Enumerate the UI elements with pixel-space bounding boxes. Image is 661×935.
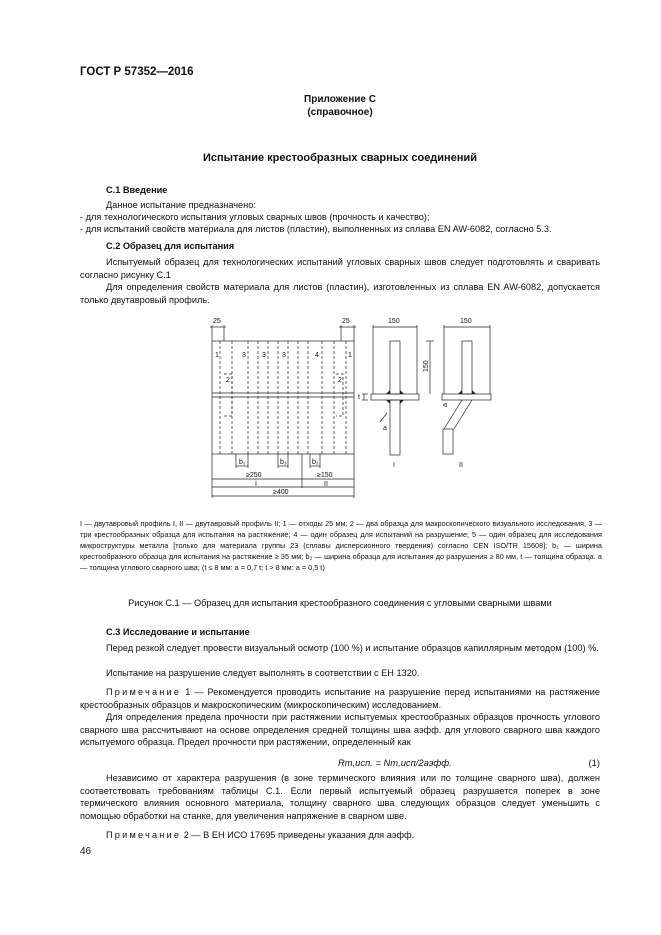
- label-3-a: 3: [242, 352, 246, 359]
- appendix-title: Приложение С: [304, 94, 376, 105]
- zone-I: I: [255, 481, 257, 488]
- section-c2-heading: С.2 Образец для испытания: [106, 241, 235, 251]
- s1-line-3: - для испытаний свойств материала для листов (пластин), выполненных из сплава EN AW-6082, согласно 5.3.: [80, 224, 552, 234]
- label-2-left: 2: [226, 377, 230, 384]
- s3-paragraph-4: Независимо от характера разрушения (в зоне термического влияния или по толщине сварного шва), должен соответствовать требованиям таблицы С.1. Если первый испытуемый образец разрушается поперек в зоне термического влияния основного материала, толщину сварного шва следующих образцов следует уменьшить с помощью обработки на станке, для увеличения напряжение в сварном шве.: [80, 773, 600, 821]
- page-number: 46: [80, 846, 92, 857]
- dim-150-b: 150: [460, 318, 472, 325]
- dim-b2: b₂: [312, 459, 319, 466]
- label-2-right: 2: [338, 377, 342, 384]
- section-c1-heading: С.1 Введение: [106, 185, 168, 195]
- note-1-text: 1 — Рекомендуется проводить испытание на разрушение перед испытаниями на растяжение крестообразных образцов и макроскопическим (микроскопическим) исследованием.: [80, 687, 600, 710]
- dim-25-right: 25: [342, 318, 350, 325]
- dim-ge250: ≥250: [246, 472, 262, 479]
- label-1-left: 1: [215, 352, 219, 359]
- section-label-I: I: [393, 462, 395, 469]
- s3-paragraph-1: Перед резкой следует провести визуальный осмотр (100 %) и испытание образцов капиллярным методом (100) %.: [106, 643, 599, 653]
- formula-expression: Rm,исп. = Nm,исп/2aэфф.: [338, 757, 452, 768]
- s2-paragraph-2: Для определения свойств материала для листов (пластин), изготовленных из сплава EN AW-6082, допускается только двутавровый профиль.: [80, 282, 600, 305]
- note-1-label: Примечание: [106, 687, 182, 697]
- figure-caption: Рисунок С.1 — Образец для испытания крестообразного соединения с угловыми сварными швами: [128, 598, 552, 608]
- s3-paragraph-2: Испытание на разрушение следует выполнять в соответствии с ЕН 1320.: [106, 668, 420, 678]
- s1-line-1: Данное испытание предназначено:: [106, 200, 256, 210]
- dim-t: t: [358, 394, 360, 401]
- section-label-II: II: [459, 462, 463, 469]
- dim-b1: b₁: [239, 459, 246, 466]
- dim-150-vertical: 150: [423, 360, 430, 372]
- formula-number: (1): [588, 757, 600, 768]
- label-1-right: 1: [348, 352, 352, 359]
- dim-a-section-II: a: [442, 403, 449, 407]
- appendix-heading: Испытание крестообразных сварных соединений: [202, 152, 477, 164]
- dim-a-section-I: a: [383, 425, 387, 432]
- s3-paragraph-3: Для определения предела прочности при растяжении испытуемых крестообразных образцов прочность углового сварного шва рассчитывают на основе определения средней толщины шва aэфф. для углового сварного шва каждого испытуемого образца. Предел прочности при растяжении, определенный как: [80, 712, 600, 747]
- note-2-text: 2 — В ЕН ИСО 17695 приведены указания для aэфф.: [181, 830, 415, 840]
- appendix-type: (справочное): [307, 107, 373, 118]
- label-3-b: 3: [262, 352, 266, 359]
- document-header: ГОСТ Р 57352—2016: [80, 66, 194, 78]
- section-c3-heading: С.3 Исследование и испытание: [106, 627, 250, 637]
- dim-25-left: 25: [213, 318, 221, 325]
- s3-note-1: [80, 686, 600, 711]
- figure-c1: [200, 312, 500, 504]
- dim-b3: b₃: [280, 459, 287, 466]
- s3-note-2: [80, 829, 600, 842]
- note-2-label: Примечание: [106, 830, 182, 840]
- s2-paragraph-1: Испытуемый образец для технологических испытаний угловых сварных швов следует подготовлять и сваривать согласно рисунку С.1: [80, 257, 600, 280]
- figure-legend: I — двутавровый профиль I, II — двутавровый профиль II; 1 — отходы 25 мм; 2 — два образца для макроскопического визуального исследования, 3 — три крестообразных образца для испытания на растяжение; 4 — один образец для испытаний на разрушение; 5 — один образец для исследования микроструктуры металла [только для материала группы 23 (сплавы дисперсионного твердения) согласно CEN ISO/TR 15608]; b₁ — ширина крестообразного образца для испытания на растяжение ≥ 35 мм; b₂ — ширина образца для испытания до разрушения ≥ 80 мм, t — толщина образца. a — толщина углового сварного шва; (t ≤ 8 мм: a = 0,7 t; t > 8 мм: a = 0,5 t): [80, 519, 602, 572]
- dim-150-a: 150: [388, 318, 400, 325]
- label-3-c: 3: [282, 352, 286, 359]
- dim-ge150: ≥150: [317, 472, 333, 479]
- zone-II: II: [324, 481, 328, 488]
- label-4: 4: [315, 352, 319, 359]
- dim-ge400: ≥400: [273, 489, 289, 496]
- s1-line-2: - для технологического испытания угловых сварных швов (прочность и качество);: [80, 212, 430, 222]
